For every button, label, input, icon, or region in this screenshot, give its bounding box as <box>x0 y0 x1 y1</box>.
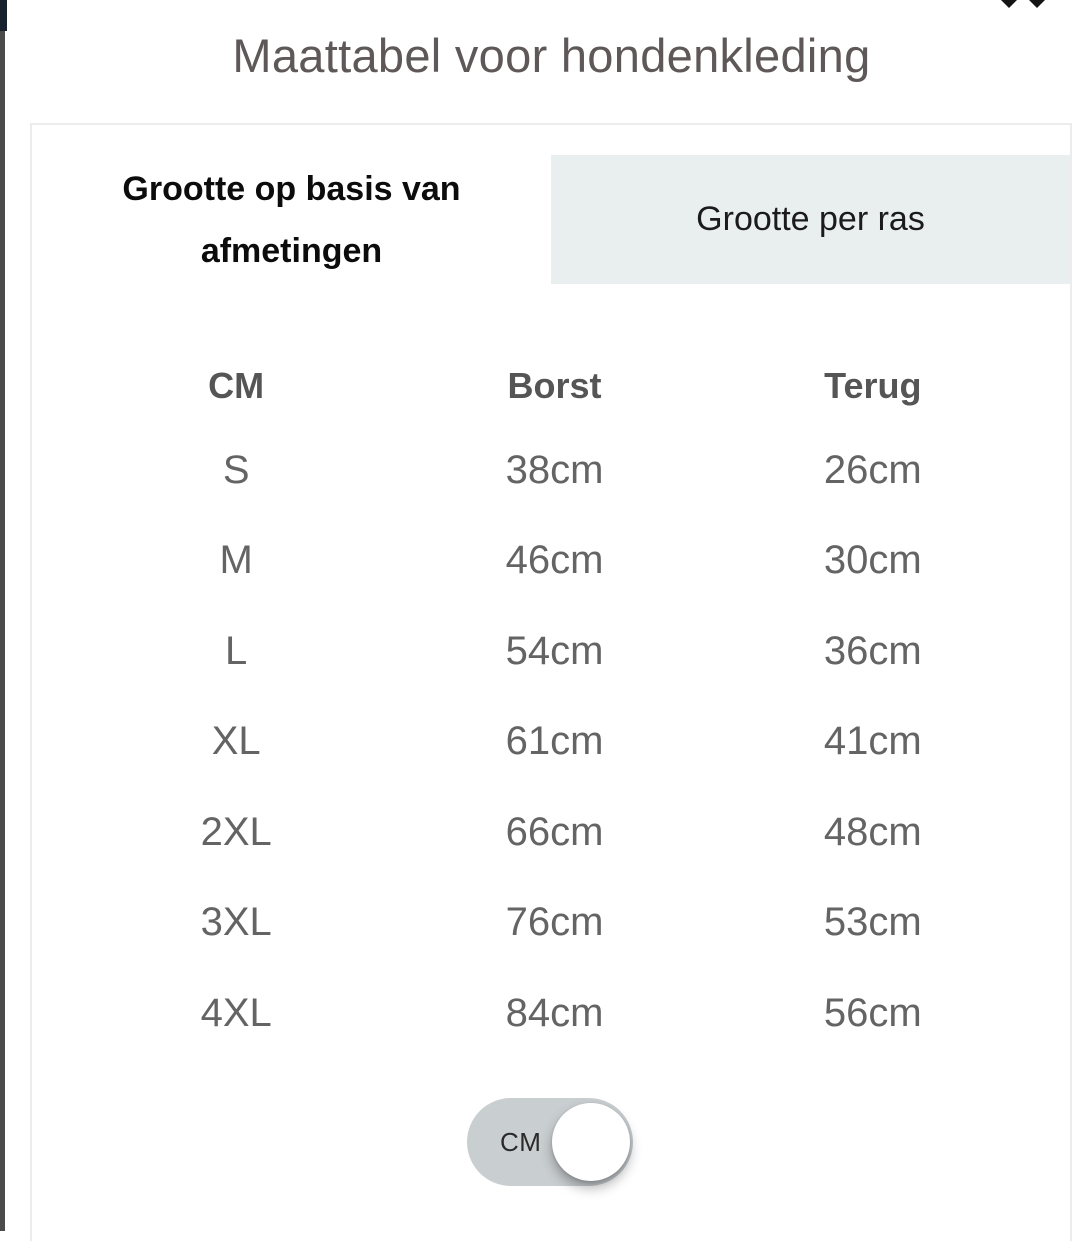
tab-size-by-breed[interactable] <box>551 155 1070 284</box>
chest-value: 61cm <box>505 719 604 764</box>
page-title: Maattabel voor hondenkleding <box>232 29 871 82</box>
column-header-unit: CM <box>208 365 265 406</box>
chest-value: 54cm <box>505 628 604 673</box>
chest-value: 46cm <box>505 538 604 583</box>
back-value: 56cm <box>823 990 922 1035</box>
back-value: 36cm <box>823 628 922 673</box>
unit-toggle[interactable] <box>467 1098 633 1186</box>
chevron-down-icon <box>1001 0 1017 8</box>
tab-label: Grootte per ras <box>696 200 925 238</box>
tab-bar <box>32 155 1070 284</box>
chest-value: 84cm <box>505 990 604 1035</box>
unit-toggle-label: CM <box>500 1126 542 1157</box>
column-header-chest: Borst <box>507 365 602 406</box>
back-value: 30cm <box>823 538 922 583</box>
chevron-down-icon <box>1029 0 1045 8</box>
back-value: 53cm <box>823 900 922 945</box>
chest-value: 66cm <box>505 809 604 854</box>
tab-size-by-measurements[interactable] <box>32 155 551 284</box>
chest-value: 38cm <box>505 447 604 492</box>
toggle-knob[interactable] <box>552 1103 630 1181</box>
size-chart-card <box>30 123 1072 1241</box>
back-value: 48cm <box>823 809 922 854</box>
screen-edge-gray-strip <box>0 31 5 1231</box>
size-table <box>77 347 1032 1059</box>
chest-value: 76cm <box>505 900 604 945</box>
tab-label: Grootte op basis van afmetingen <box>122 169 461 270</box>
screen-edge-dark-strip <box>0 0 7 31</box>
size-label: S <box>222 447 250 492</box>
size-label: M <box>219 538 253 583</box>
column-header-back: Terug <box>824 365 922 406</box>
back-value: 26cm <box>823 447 922 492</box>
clipped-toolbar-icons <box>1001 0 1045 8</box>
size-label: 2XL <box>200 809 272 854</box>
size-label: L <box>225 628 248 673</box>
back-value: 41cm <box>823 719 922 764</box>
size-label: 3XL <box>200 900 272 945</box>
size-label: 4XL <box>200 990 272 1035</box>
size-label: XL <box>211 719 261 764</box>
